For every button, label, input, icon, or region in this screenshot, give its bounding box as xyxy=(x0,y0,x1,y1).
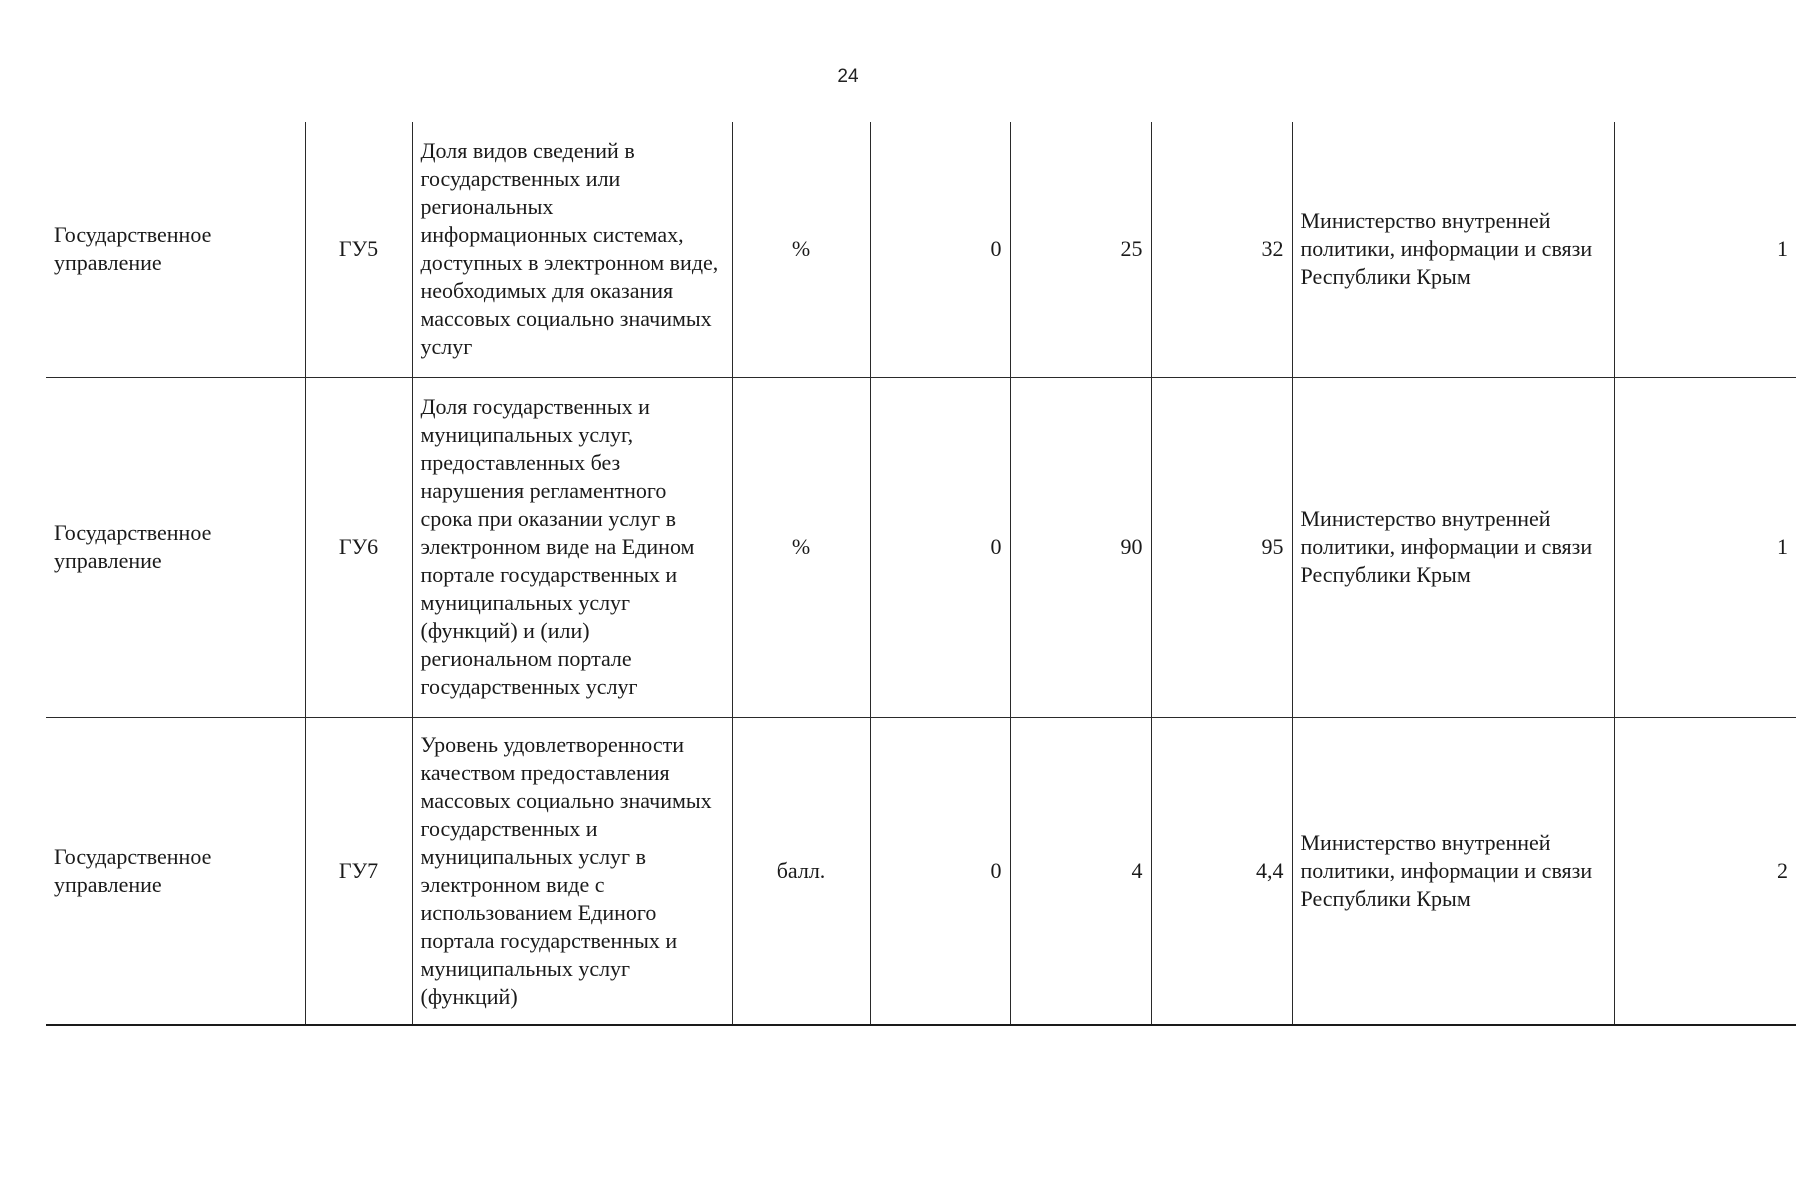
responsible-cell: Министерство внутренней политики, информации и связи Республики Крым xyxy=(1292,717,1614,1025)
unit-cell: % xyxy=(732,377,870,717)
base-value-cell: 0 xyxy=(870,377,1010,717)
target-value-2-cell: 4,4 xyxy=(1151,717,1292,1025)
indicator-code-cell: ГУ7 xyxy=(305,717,412,1025)
responsible-cell: Министерство внутренней политики, информации и связи Республики Крым xyxy=(1292,122,1614,377)
indicators-table xyxy=(46,122,1796,1026)
sector-cell: Государственное управление xyxy=(46,377,305,717)
table-row xyxy=(46,377,1796,717)
indicator-code-cell: ГУ6 xyxy=(305,377,412,717)
indicator-code-cell: ГУ5 xyxy=(305,122,412,377)
indicator-name-cell: Уровень удовлетворенности качеством предоставления массовых социально значимых государственных и муниципальных услуг в электронном виде с использованием Единого портала государственных и муниципальных услуг (функций) xyxy=(412,717,732,1025)
base-value-cell: 0 xyxy=(870,122,1010,377)
target-value-2-cell: 95 xyxy=(1151,377,1292,717)
target-value-1-cell: 25 xyxy=(1010,122,1151,377)
weight-cell: 1 xyxy=(1614,122,1796,377)
target-value-1-cell: 4 xyxy=(1010,717,1151,1025)
base-value-cell: 0 xyxy=(870,717,1010,1025)
unit-cell: % xyxy=(732,122,870,377)
indicator-name-cell: Доля государственных и муниципальных услуг, предоставленных без нарушения регламентного срока при оказании услуг в электронном виде на Едином портале государственных и муниципальных услуг (функций) и (или) региональном портале государственных услуг xyxy=(412,377,732,717)
responsible-cell: Министерство внутренней политики, информации и связи Республики Крым xyxy=(1292,377,1614,717)
target-value-2-cell: 32 xyxy=(1151,122,1292,377)
unit-cell: балл. xyxy=(732,717,870,1025)
indicator-name-cell: Доля видов сведений в государственных или региональных информационных системах, доступных в электронном виде, необходимых для оказания массовых социально значимых услуг xyxy=(412,122,732,377)
sector-cell: Государственное управление xyxy=(46,717,305,1025)
page-number: 24 xyxy=(837,66,859,87)
table-row xyxy=(46,122,1796,377)
weight-cell: 2 xyxy=(1614,717,1796,1025)
weight-cell: 1 xyxy=(1614,377,1796,717)
table-row xyxy=(46,717,1796,1025)
sector-cell: Государственное управление xyxy=(46,122,305,377)
target-value-1-cell: 90 xyxy=(1010,377,1151,717)
